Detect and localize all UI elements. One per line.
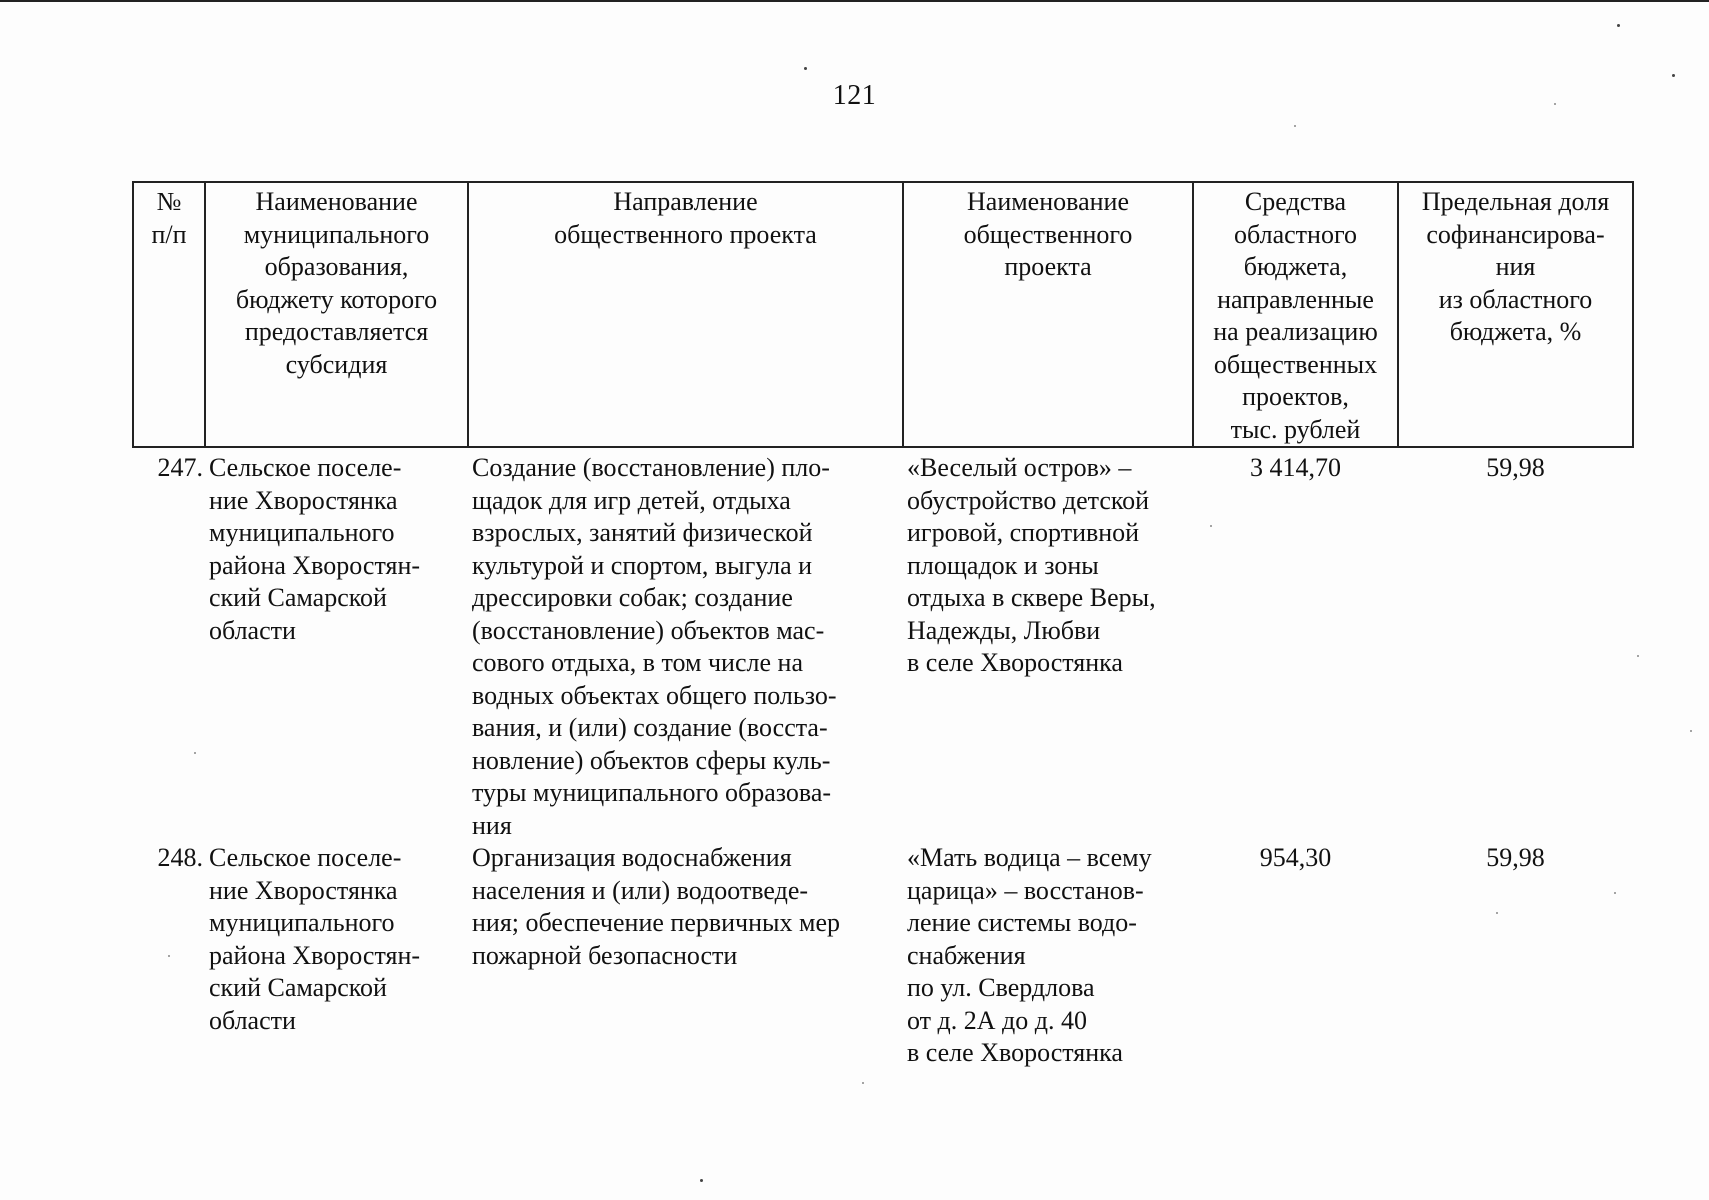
- row-municipality: Сельское поселе- ние Хворостянка муниципального района Хворостян- ский Самарской области: [209, 453, 421, 645]
- row-project-name: «Веселый остров» – обустройство детской игровой, спортивной площадок и зоны отдыха в сквере Веры, Надежды, Любви в селе Хворостянка: [907, 453, 1156, 677]
- top-border-line: [0, 0, 1709, 5]
- row-number: 247.: [157, 453, 203, 482]
- table-row: [133, 447, 1633, 842]
- subsidy-table: [132, 181, 1634, 1070]
- scan-speck: [1672, 74, 1675, 77]
- row-direction: Организация водоснабжения населения и (или) водоотведе- ния; обеспечение первичных мер пожарной безопасности: [472, 843, 841, 970]
- scan-speck: [700, 1179, 703, 1182]
- row-municipality: Сельское поселе- ние Хворостянка муниципального района Хворостян- ский Самарской области: [209, 843, 421, 1035]
- header-municipality: Наименование муниципального образования, бюджету которого предоставляется субсидия: [205, 182, 468, 447]
- table-row: [133, 842, 1633, 1070]
- row-share: 59,98: [1486, 453, 1545, 482]
- scan-speck: [1690, 730, 1692, 732]
- scan-speck: [862, 1082, 864, 1084]
- scan-speck: [1614, 892, 1616, 894]
- header-share: Предельная доля софинансирова- ния из областного бюджета, %: [1398, 182, 1633, 447]
- header-number: № п/п: [133, 182, 205, 447]
- table-body: [133, 447, 1633, 1070]
- row-number: 248.: [157, 843, 203, 872]
- header-direction: Направление общественного проекта: [468, 182, 903, 447]
- row-direction: Создание (восстановление) пло- щадок для игр детей, отдыха взрослых, занятий физической культурой и спортом, выгула и дрессировки собак; создание (восстановление) объектов мас- сового отдыха, в том числе на водных объектах общего пользо- вания, и (или) создание (восста- новление) объектов сферы куль- туры муниципального образова- ния: [472, 453, 837, 840]
- header-project-name: Наименование общественного проекта: [903, 182, 1193, 447]
- scan-speck: [1617, 24, 1620, 27]
- scan-speck: [804, 67, 807, 70]
- scan-speck: [1210, 525, 1212, 527]
- scan-speck: [1294, 125, 1296, 127]
- scan-speck: [1554, 103, 1556, 105]
- row-project-name: «Мать водица – всему царица» – восстанов- ление системы водо- снабжения по ул. Свердлова от д. 2А до д. 40 в селе Хворостянка: [907, 843, 1152, 1067]
- table-header: [133, 182, 1633, 447]
- page-number: 121: [832, 80, 877, 111]
- header-funds: Средства областного бюджета, направленные на реализацию общественных проектов, тыс. рублей: [1193, 182, 1398, 447]
- row-funds: 3 414,70: [1250, 453, 1341, 482]
- row-share: 59,98: [1486, 843, 1545, 872]
- row-funds: 954,30: [1259, 843, 1332, 872]
- scan-speck: [168, 955, 170, 957]
- header-row: [133, 182, 1633, 447]
- scan-speck: [194, 752, 196, 754]
- scan-speck: [1637, 655, 1639, 657]
- scan-speck: [1496, 912, 1498, 914]
